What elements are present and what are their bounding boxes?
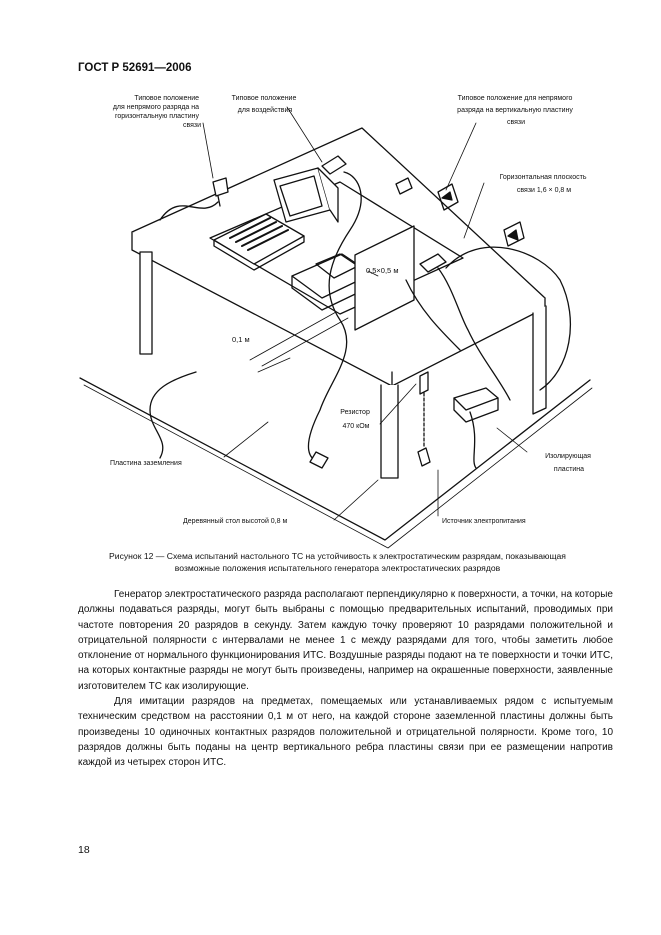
- ground-plate-edge: [80, 378, 590, 540]
- label-insulating-plate: Изолирующая пластина: [545, 453, 591, 473]
- label-typical-contact: Типовое положение для воздействия: [231, 95, 297, 114]
- label-resistor: Резистор 470 кОм: [340, 409, 370, 430]
- test-setup-diagram: [0, 80, 661, 550]
- figure-caption: [70, 550, 605, 574]
- label-indirect-horizontal: Типовое положение для непрямого разряда на горизонтальную пластину связи: [112, 95, 201, 129]
- resistor: [420, 372, 428, 394]
- label-ground-plate: Пластина заземления: [110, 460, 182, 467]
- power-source: [454, 388, 498, 410]
- page-header: ГОСТ Р 52691—2006: [78, 62, 192, 74]
- esd-gun-horizontal: [213, 178, 228, 196]
- table-leg: [381, 385, 398, 478]
- page-number: 18: [78, 844, 90, 856]
- label-horizontal-plane: Горизонтальная плоскость связи 1,6 × 0,8 м: [499, 174, 587, 194]
- label-indirect-vertical: Типовое положение для непрямого разряда на вертикальную пластину связи: [457, 95, 573, 126]
- label-distance: 0,1 м: [232, 335, 250, 344]
- cable: [150, 372, 196, 458]
- paragraph: Для имитации разрядов на предметах, помещаемых или устанавливаемых рядом с испытуемым техническим средством на расстоянии 0,1 м от него, на каждой стороне заземленной пластины должны быть произведены 10 одиночных контактных разрядов положительной и отрицательной полярности. Кроме того, 10 разрядов должны быть поданы на центр вертикального ребра пластины связи при ее размещении напротив каждой из четырех сторон ИТС.: [78, 696, 613, 769]
- label-power-source: Источник электропитания: [442, 518, 526, 525]
- caption-line-2: возможные положения испытательного генератора электростатических разрядов: [174, 563, 501, 573]
- label-wooden-table: Деревянный стол высотой 0,8 м: [183, 518, 288, 525]
- table-leg: [533, 306, 546, 414]
- caption-line-1: Рисунок 12 — Схема испытаний настольного ТС на устойчивость к электростатическим разрядам, показывающая: [109, 551, 566, 561]
- label-vertical-plate-size: 0,5×0,5 м: [366, 266, 399, 275]
- test-setup-figure: [0, 80, 661, 550]
- paragraph: Генератор электростатического разряда располагают перпендикулярно к поверхности, а точки, на которые должны подаваться разряды, могут быть выбраны с помощью предварительных испытаний, проводимых при частоте повторения 20 разрядов в секунду. Затем каждую точку проверяют 10 разрядами положительной и отрицательной полярности с интервалами не менее 1 с между разрядами для того, чтобы заметить любое отклонение от нормального функционирования ИТС. Воздушные разряды подают на те поверхности и точки ИТС, на которых контактные разряды не могут быть произведены, например на окрашенные поверхности, заявленные изготовителем ТС как изолирующие.: [78, 589, 613, 692]
- table-leg: [140, 252, 152, 354]
- body-text: [78, 587, 613, 771]
